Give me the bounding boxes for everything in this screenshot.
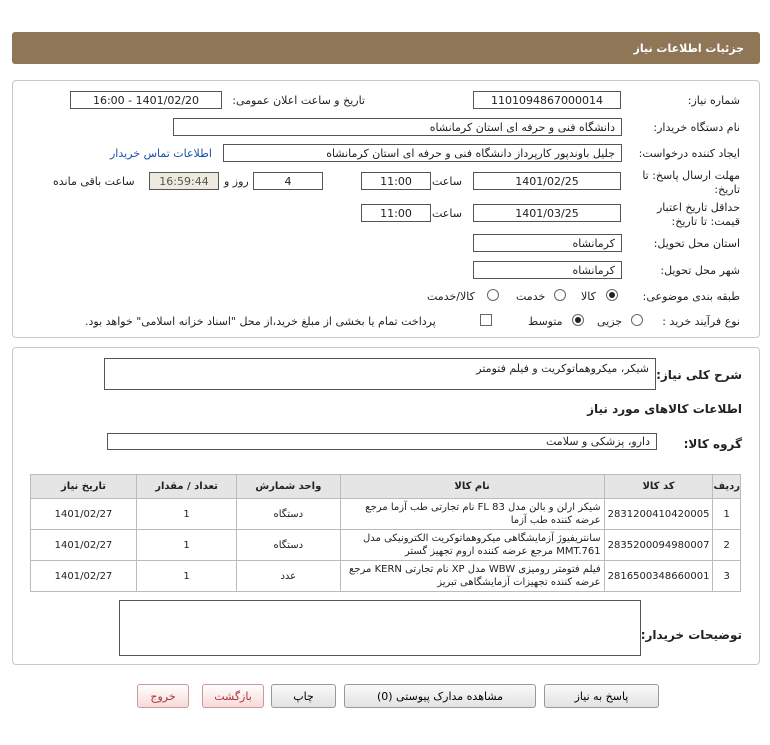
city-label: شهر محل تحویل:	[660, 264, 740, 277]
deadline-label-line2: تاریخ:	[714, 183, 740, 196]
process-label: نوع فرآیند خرید :	[662, 315, 740, 328]
row-unit: دستگاه	[237, 530, 340, 561]
row-name: شیکر ارلن و بالن مدل FL 83 نام تجارتی طب آزما مرجع عرضه کننده طب آزما	[340, 499, 604, 530]
validity-label-line1: حداقل تاریخ اعتبار	[656, 201, 740, 214]
goods-group-field[interactable]: دارو، پزشکی و سلامت	[107, 433, 657, 450]
validity-date-field[interactable]: 1401/03/25	[473, 204, 621, 222]
process-option-medium: متوسط	[528, 315, 563, 328]
row-qty: 1	[136, 530, 236, 561]
row-name: سانتریفیوژ آزمایشگاهی میکروهماتوکریت الکترونیکی مدل MMT.761 مرجع عرضه کننده اروم تجهیز گستر	[340, 530, 604, 561]
page-header	[12, 32, 760, 64]
row-date: 1401/02/27	[31, 561, 137, 592]
validity-time-label: ساعت	[432, 207, 462, 220]
category-option-goods: کالا	[581, 290, 596, 303]
announce-label: تاریخ و ساعت اعلان عمومی:	[232, 94, 365, 107]
goods-info-heading: اطلاعات کالاهای مورد نیاز	[587, 402, 742, 416]
category-radio-service[interactable]	[554, 289, 566, 301]
row-index: 1	[713, 499, 741, 530]
remaining-label: ساعت باقی مانده	[53, 175, 135, 188]
table-row[interactable]	[31, 530, 741, 561]
deadline-time-label: ساعت	[432, 175, 462, 188]
row-code: 2831200410420005	[604, 499, 713, 530]
summary-label: شرح کلی نیاز:	[656, 368, 742, 382]
process-radio-minor[interactable]	[631, 314, 643, 326]
category-label: طبقه بندی موضوعی:	[642, 290, 740, 303]
row-qty: 1	[136, 561, 236, 592]
deadline-time-field[interactable]: 11:00	[361, 172, 431, 190]
treasury-payment-checkbox[interactable]	[480, 314, 492, 326]
announce-field[interactable]: 1401/02/20 - 16:00	[70, 91, 222, 109]
days-field[interactable]: 4	[253, 172, 323, 190]
summary-field[interactable]: شیکر، میکروهماتوکریت و فیلم فتومتر	[104, 358, 656, 390]
category-radio-goods[interactable]	[606, 289, 618, 301]
row-unit: دستگاه	[237, 499, 340, 530]
validity-label-line2: قیمت: تا تاریخ:	[671, 215, 740, 228]
city-field[interactable]: کرمانشاه	[473, 261, 622, 279]
province-label: استان محل تحویل:	[653, 237, 740, 250]
col-date: تاریخ نیاز	[31, 475, 137, 499]
exit-button[interactable]: خروج	[137, 684, 189, 708]
table-row[interactable]	[31, 499, 741, 530]
row-unit: عدد	[237, 561, 340, 592]
row-index: 2	[713, 530, 741, 561]
print-button[interactable]: چاپ	[271, 684, 336, 708]
buyer-org-field[interactable]: دانشگاه فنی و حرفه ای استان کرمانشاه	[173, 118, 622, 136]
process-option-minor: جزیی	[597, 315, 623, 328]
province-field[interactable]: کرمانشاه	[473, 234, 622, 252]
row-name: فیلم فتومتر رومیزی WBW مدل XP نام تجارتی KERN مرجع عرضه کننده تجهیزات آزمایشگاهی تبریز	[340, 561, 604, 592]
contact-buyer-link[interactable]: اطلاعات تماس خریدار	[110, 147, 212, 160]
days-label: روز و	[224, 175, 249, 188]
buyer-notes-field[interactable]	[119, 600, 641, 656]
row-code: 2816500348660001	[604, 561, 713, 592]
buyer-org-label: نام دستگاه خریدار:	[653, 121, 740, 134]
treasury-payment-note: پرداخت تمام یا بخشی از مبلغ خرید،از محل "اسناد خزانه اسلامی" خواهد بود.	[85, 315, 436, 328]
back-button[interactable]: بازگشت	[202, 684, 264, 708]
goods-group-label: گروه کالا:	[683, 437, 742, 451]
need-number-field[interactable]: 1101094867000014	[473, 91, 621, 109]
category-option-goods-service: کالا/خدمت	[427, 290, 475, 303]
col-unit: واحد شمارش	[237, 475, 340, 499]
requester-field[interactable]: جلیل باوندپور کارپرداز دانشگاه فنی و حرفه ای استان کرمانشاه	[223, 144, 622, 162]
category-radio-goods-service[interactable]	[487, 289, 499, 301]
remaining-time-field: 16:59:44	[149, 172, 219, 190]
row-code: 2835200094980007	[604, 530, 713, 561]
category-option-service: خدمت	[516, 290, 546, 303]
col-code: کد کالا	[604, 475, 713, 499]
buyer-notes-label: توضیحات خریدار:	[640, 628, 742, 642]
need-number-label: شماره نیاز:	[687, 94, 740, 107]
requester-label: ایجاد کننده درخواست:	[638, 147, 740, 160]
page-title: جزئیات اطلاعات نیاز	[633, 41, 744, 55]
deadline-date-field[interactable]: 1401/02/25	[473, 172, 621, 190]
row-qty: 1	[136, 499, 236, 530]
reply-button[interactable]: پاسخ به نیاز	[544, 684, 659, 708]
process-radio-medium[interactable]	[572, 314, 584, 326]
table-row[interactable]	[31, 561, 741, 592]
row-date: 1401/02/27	[31, 530, 137, 561]
row-date: 1401/02/27	[31, 499, 137, 530]
col-index: ردیف	[713, 475, 741, 499]
goods-table-header	[31, 475, 741, 499]
col-name: نام کالا	[340, 475, 604, 499]
goods-table	[30, 474, 741, 592]
col-qty: تعداد / مقدار	[136, 475, 236, 499]
attachments-button[interactable]: مشاهده مدارک پیوستی (0)	[344, 684, 536, 708]
row-index: 3	[713, 561, 741, 592]
deadline-label-line1: مهلت ارسال پاسخ: تا	[642, 169, 740, 182]
validity-time-field[interactable]: 11:00	[361, 204, 431, 222]
